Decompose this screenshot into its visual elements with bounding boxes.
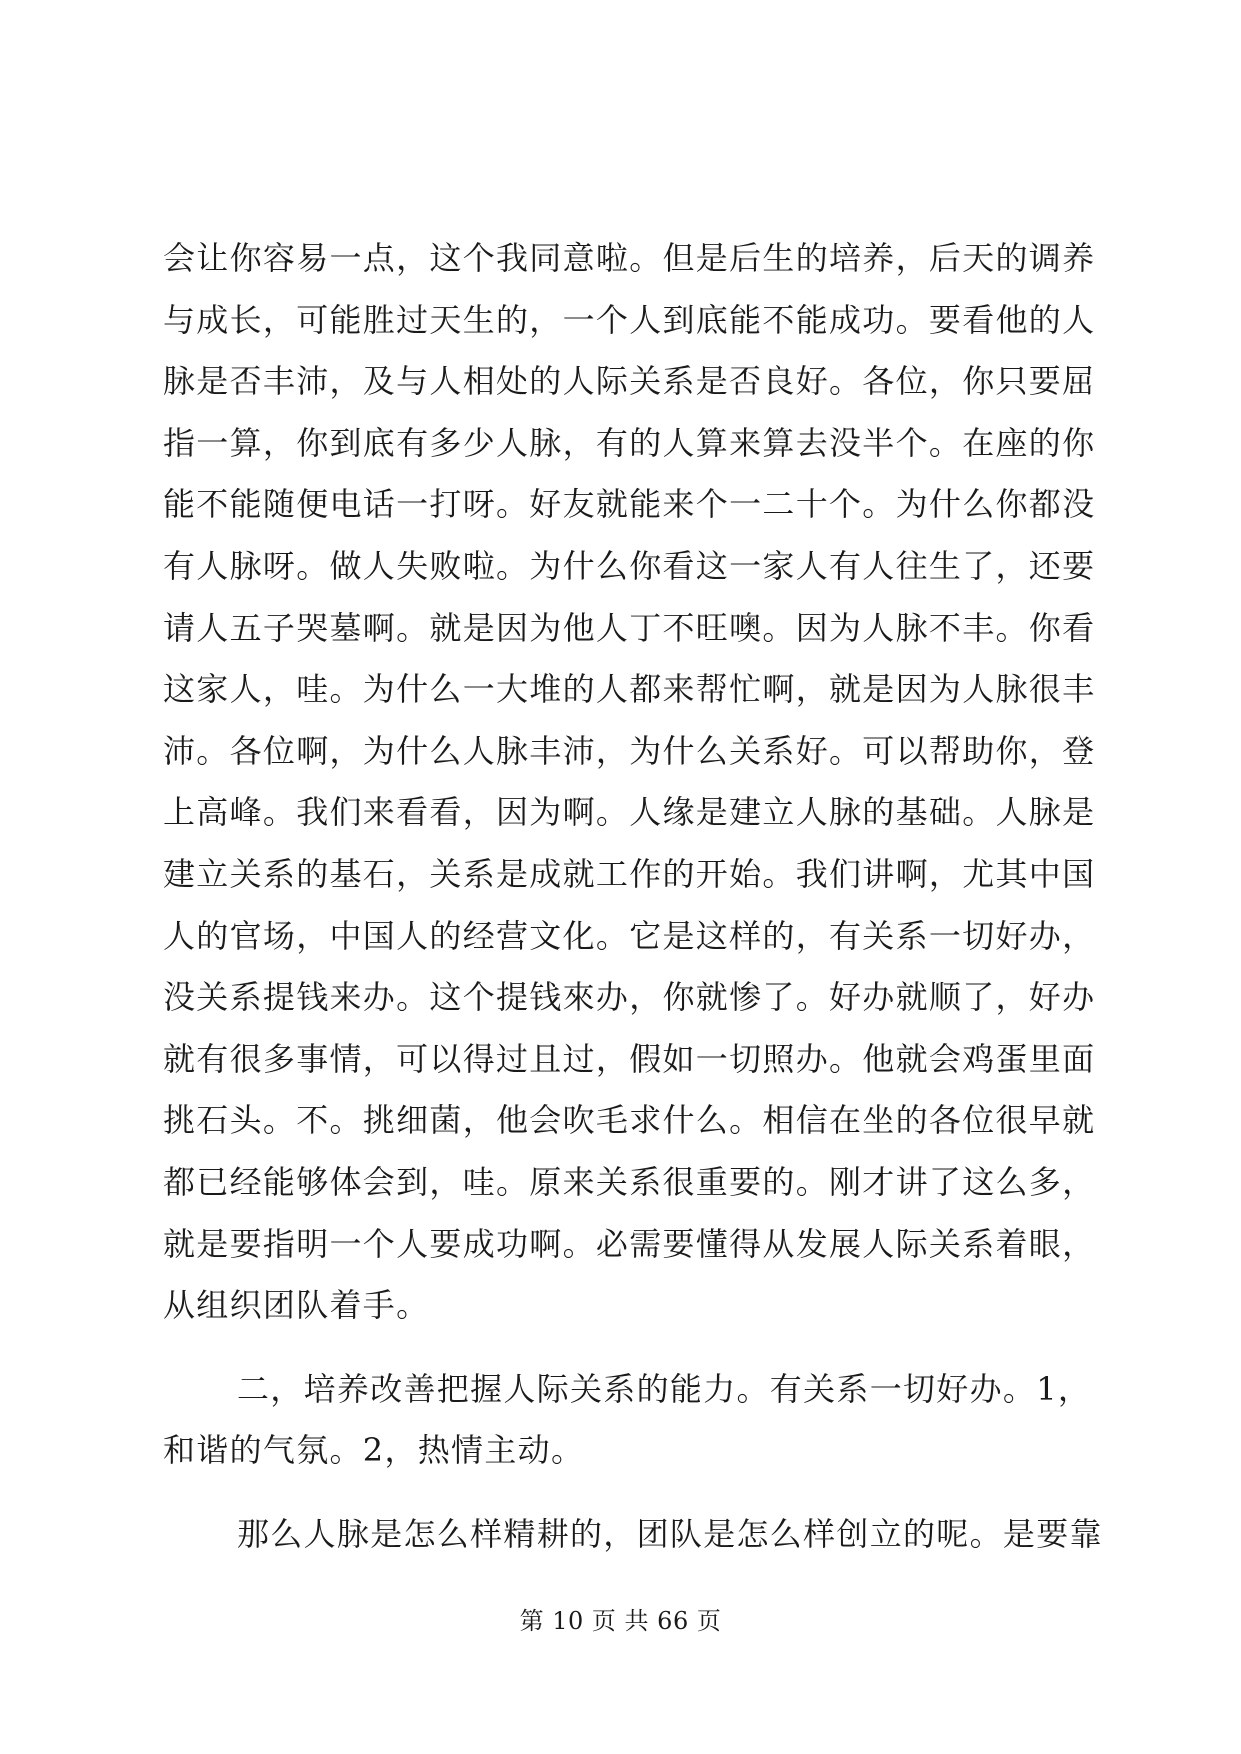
text-line: 和谐的气氛。2，热情主动。 [163, 1431, 585, 1470]
paragraph-3 [163, 1504, 1103, 1566]
text-line: 有人脉呀。做人失败啦。为什么你看这一家人有人往生了，还要 [163, 546, 1096, 585]
paragraph-spacer [163, 1482, 1103, 1504]
text-line: 这家人，哇。为什么一大堆的人都来帮忙啊，就是因为人脉很丰 [163, 670, 1096, 709]
text-line: 会让你容易一点，这个我同意啦。但是后生的培养，后天的调养 [163, 239, 1096, 277]
text-line: 那么人脉是怎么样精耕的，团队是怎么样创立的呢。是要靠 [237, 1514, 1103, 1553]
paragraph-spacer [163, 1337, 1103, 1359]
text-line: 没关系提钱来办。这个提钱來办，你就惨了。好办就顺了，好办 [163, 978, 1096, 1017]
text-line: 挑石头。不。挑细菌，他会吹毛求什么。相信在坐的各位很早就 [163, 1101, 1096, 1140]
paragraph-2 [163, 1359, 1103, 1482]
text-line: 二，培养改善把握人际关系的能力。有关系一切好办。1， [237, 1369, 1092, 1408]
text-line: 指一算，你到底有多少人脉，有的人算来算去没半个。在座的你 [163, 423, 1096, 462]
text-line: 脉是否丰沛，及与人相处的人际关系是否良好。各位，你只要屈 [163, 362, 1096, 401]
page-number-footer: 第 10 页 共 66 页 [519, 1607, 722, 1635]
text-line: 就是要指明一个人要成功啊。必需要懂得从发展人际关系着眼， [163, 1224, 1096, 1263]
text-line: 建立关系的基石，关系是成就工作的开始。我们讲啊，尤其中国 [163, 854, 1096, 893]
document-body [163, 228, 1103, 1565]
text-line: 请人五子哭墓啊。就是因为他人丁不旺噢。因为人脉不丰。你看 [163, 608, 1096, 647]
text-line: 从组织团队着手。 [163, 1286, 430, 1325]
text-line: 人的官场，中国人的经营文化。它是这样的，有关系一切好办， [163, 916, 1096, 955]
text-line: 沛。各位啊，为什么人脉丰沛，为什么关系好。可以帮助你，登 [163, 731, 1096, 770]
text-line: 能不能随便电话一打呀。好友就能来个一二十个。为什么你都没 [163, 485, 1096, 524]
text-line: 与成长，可能胜过天生的，一个人到底能不能成功。要看他的人 [163, 300, 1096, 339]
text-line: 就有很多事情，可以得过且过，假如一切照办。他就会鸡蛋里面 [163, 1039, 1096, 1078]
text-line: 都已经能够体会到，哇。原来关系很重要的。刚才讲了这么多， [163, 1162, 1096, 1201]
paragraph-1 [163, 228, 1103, 1337]
text-line: 上高峰。我们来看看，因为啊。人缘是建立人脉的基础。人脉是 [163, 793, 1096, 832]
